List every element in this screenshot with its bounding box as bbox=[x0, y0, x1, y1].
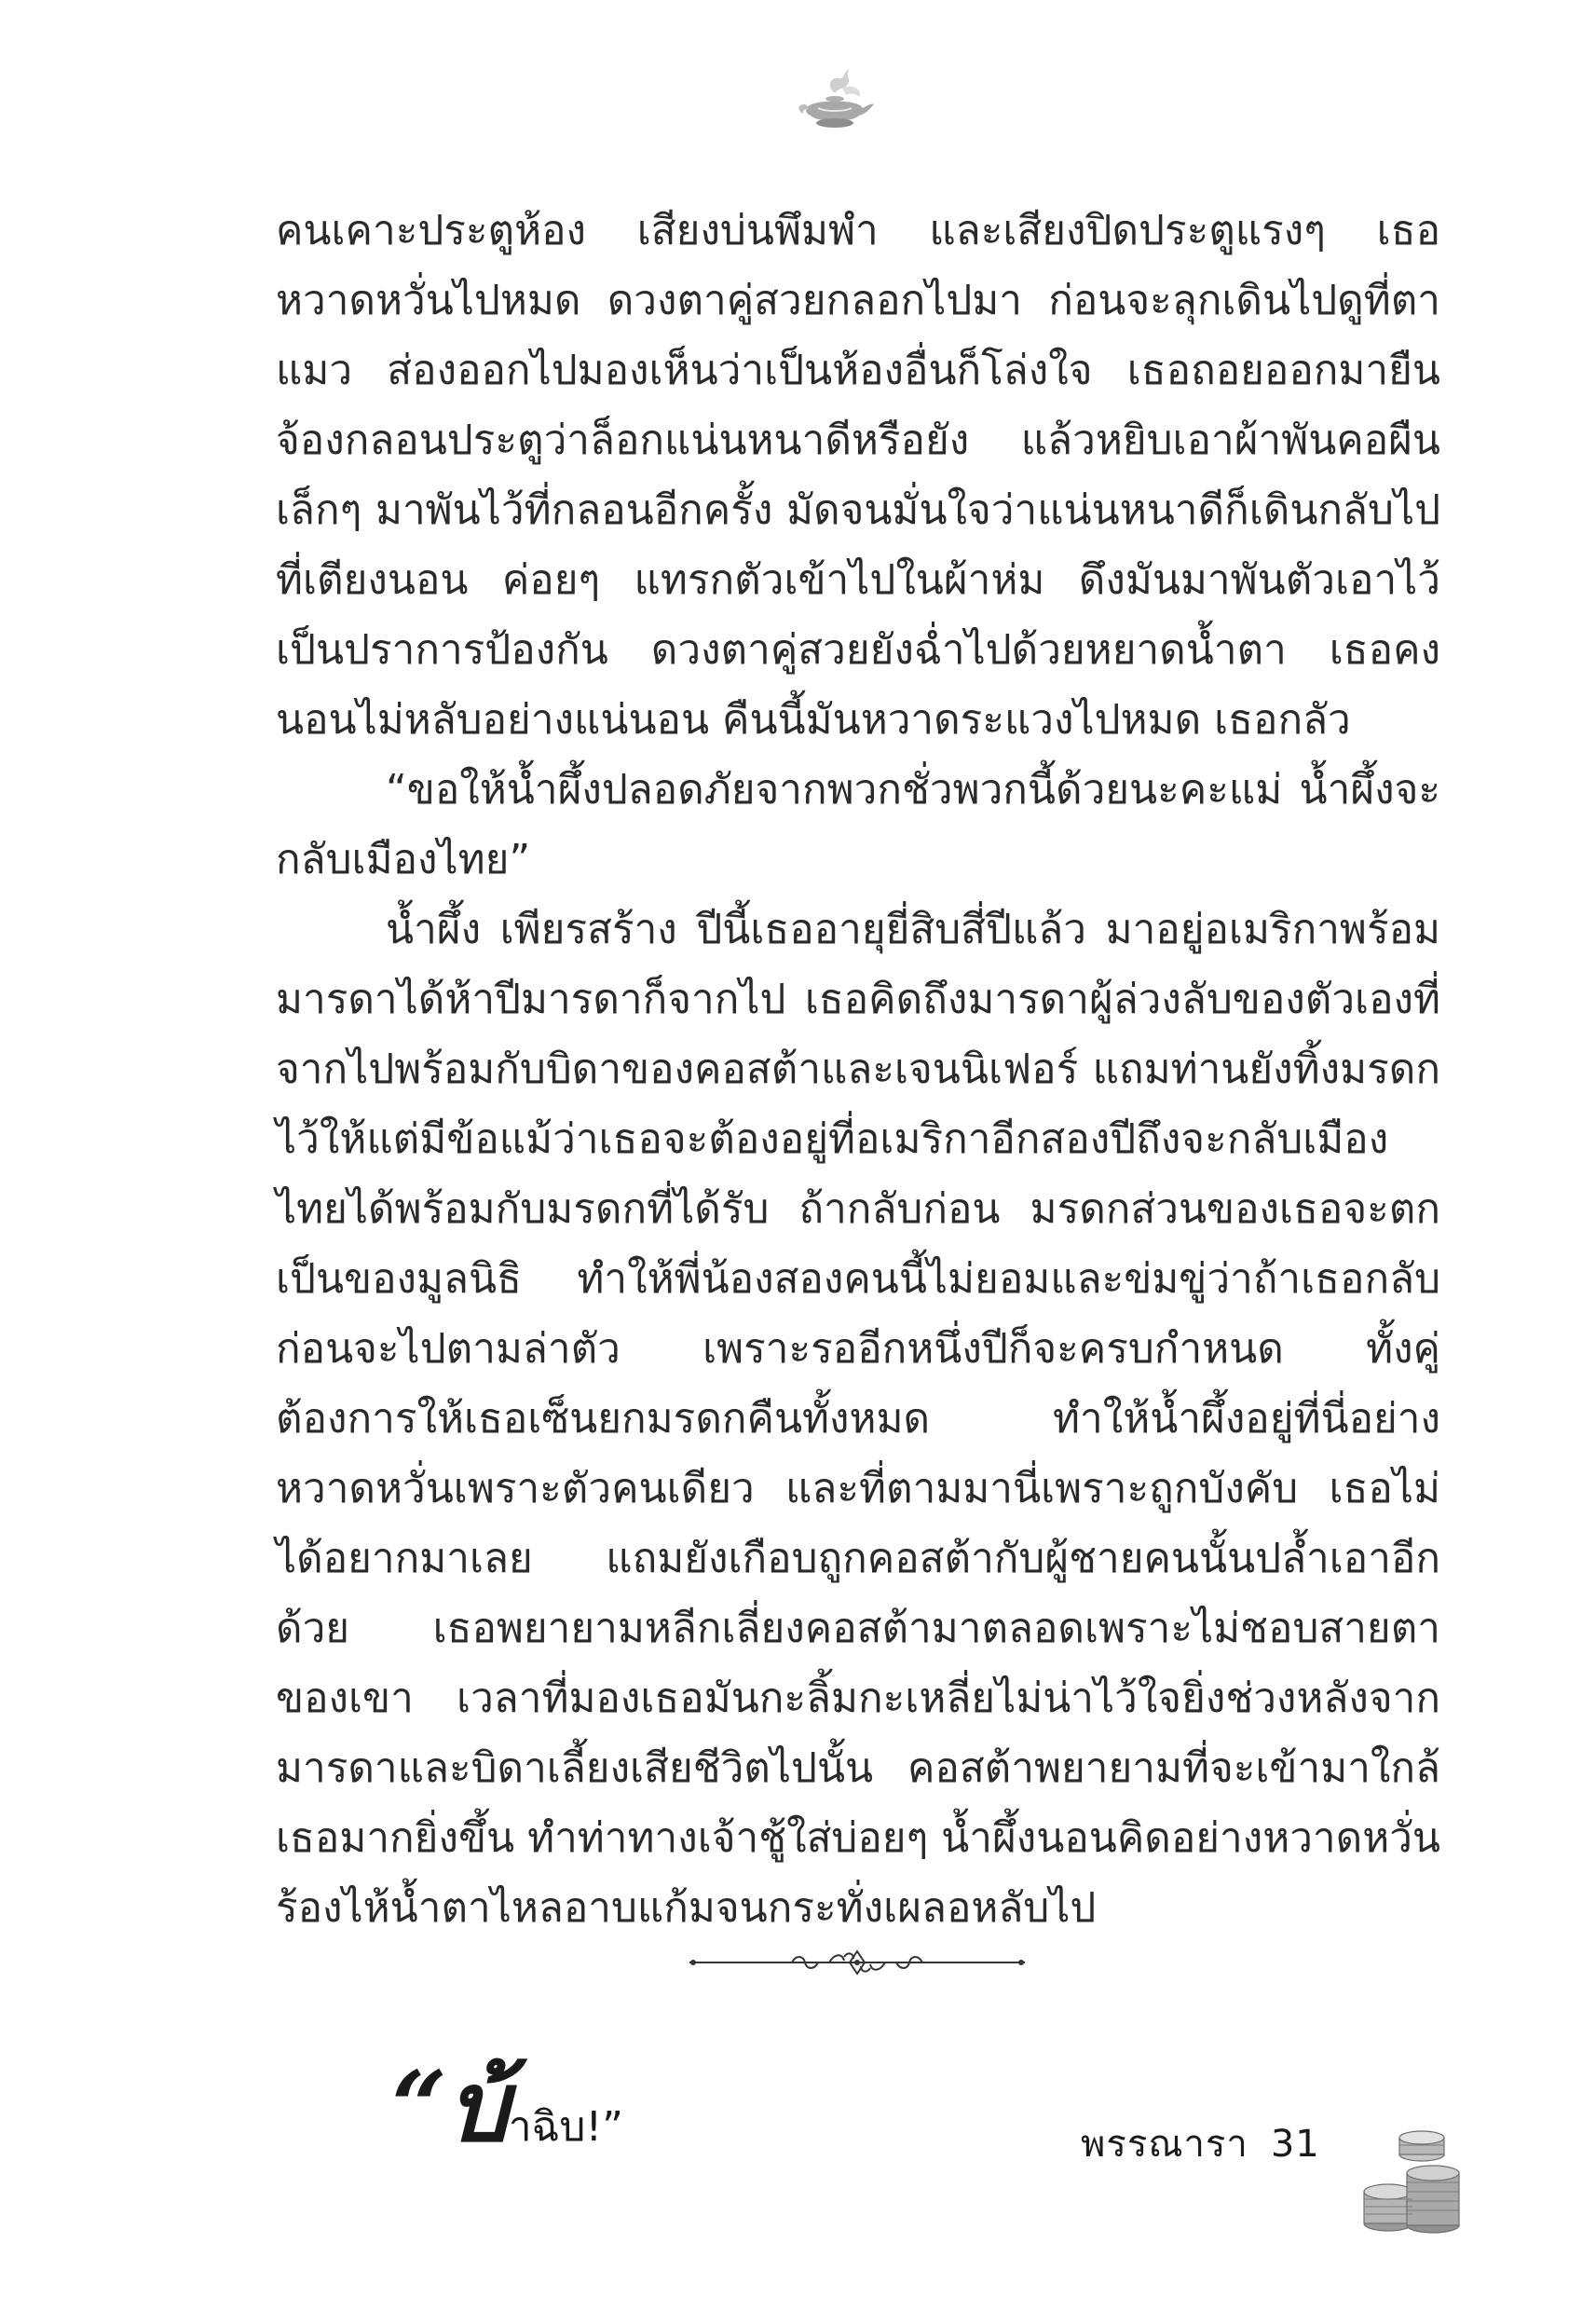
paragraph: น้ำผึ้ง เพียรสร้าง ปีนี้เธออายุยี่สิบสี่ปีแล้ว มาอยู่อเมริกาพร้อมมารดาได้ห้าปีมารดาก็จากไป เธอคิดถึงมารดาผู้ล่วงลับของตัวเองที่จากไปพร้อมกับบิดาของคอสต้าและเจนนิเฟอร์ แถมท่านยังทิ้งมรดกไว้ให้แต่มีข้อแม้ว่าเธอจะต้องอยู่ที่อเมริกาอีกสองปีถึงจะกลับเมืองไทยได้พร้อมกับมรดกที่ได้รับ ถ้ากลับก่อน มรดกส่วนของเธอจะตกเป็นของมูลนิธิ ทำให้พี่น้องสองคนนี้ไม่ยอมและข่มขู่ว่าถ้าเธอกลับก่อนจะไปตามล่าตัว เพราะรออีกหนึ่งปีก็จะครบกำหนด ทั้งคู่ต้องการให้เธอเซ็นยกมรดกคืนทั้งหมด ทำให้น้ำผึ้งอยู่ที่นี่อย่างหวาดหวั่นเพราะตัวคนเดียว และที่ตามมานี่เพราะถูกบังคับ เธอไม่ได้อยากมาเลย แถมยังเกือบถูกคอสต้ากับผู้ชายคนนั้นปล้ำเอาอีกด้วย เธอพยายามหลีกเลี่ยงคอสต้ามาตลอดเพราะไม่ชอบสายตาของเขา เวลาที่มองเธอมันกะลิ้มกะเหลี่ยไม่น่าไว้ใจยิ่งช่วงหลังจากมารดาและบิดาเลี้ยงเสียชีวิตไปนั้น คอสต้าพยายามที่จะเข้ามาใกล้เธอมากยิ่งขึ้น ทำท่าทางเจ้าชู้ใส่บ่อยๆ น้ำผึ้งนอนคิดอย่างหวาดหวั่น ร้องไห้น้ำตาไหลอาบแก้มจนกระทั่งเผลอหลับไป bbox=[276, 906, 1441, 1932]
drop-cap-quote: “ bbox=[391, 2049, 447, 2164]
coin-stack-icon bbox=[1357, 2126, 1468, 2242]
genie-lamp-icon bbox=[798, 65, 876, 136]
opening-text: าฉิบ!” bbox=[508, 2103, 623, 2151]
paragraph-quote: “ขอให้น้ำผึ้งปลอดภัยจากพวกชั่วพวกนี้ด้วยนะคะแม่ น้ำผึ้งจะกลับเมืองไทย” bbox=[276, 766, 1440, 883]
ornamental-divider-icon bbox=[689, 1944, 1025, 1985]
next-section-opening bbox=[391, 2030, 623, 2183]
page-number: 31 bbox=[1270, 2123, 1320, 2166]
book-title: พรรณารา bbox=[1081, 2123, 1248, 2166]
paragraph: คนเคาะประตูห้อง เสียงบ่นพึมพำ และเสียงปิดประตูแรงๆ เธอหวาดหวั่นไปหมด ดวงตาคู่สวยกลอกไปมา ก่อนจะลุกเดินไปดูที่ตาแมว ส่องออกไปมองเห็นว่าเป็นห้องอื่นก็โล่งใจ เธอถอยออกมายืนจ้องกลอนประตูว่าล็อกแน่นหนาดีหรือยัง แล้วหยิบเอาผ้าพันคอผืนเล็กๆ มาพันไว้ที่กลอนอีกครั้ง มัดจนมั่นใจว่าแน่นหนาดีก็เดินกลับไปที่เตียงนอน ค่อยๆ แทรกตัวเข้าไปในผ้าห่ม ดึงมันมาพันตัวเอาไว้เป็นปราการป้องกัน ดวงตาคู่สวยยังฉ่ำไปด้วยหยาดน้ำตา เธอคงนอนไม่หลับอย่างแน่นอน คืนนี้มันหวาดระแวงไปหมด เธอกลัว bbox=[276, 207, 1440, 744]
body-text bbox=[276, 196, 1440, 1943]
drop-cap: บ้ bbox=[446, 2049, 509, 2164]
page-footer bbox=[1081, 2113, 1320, 2173]
